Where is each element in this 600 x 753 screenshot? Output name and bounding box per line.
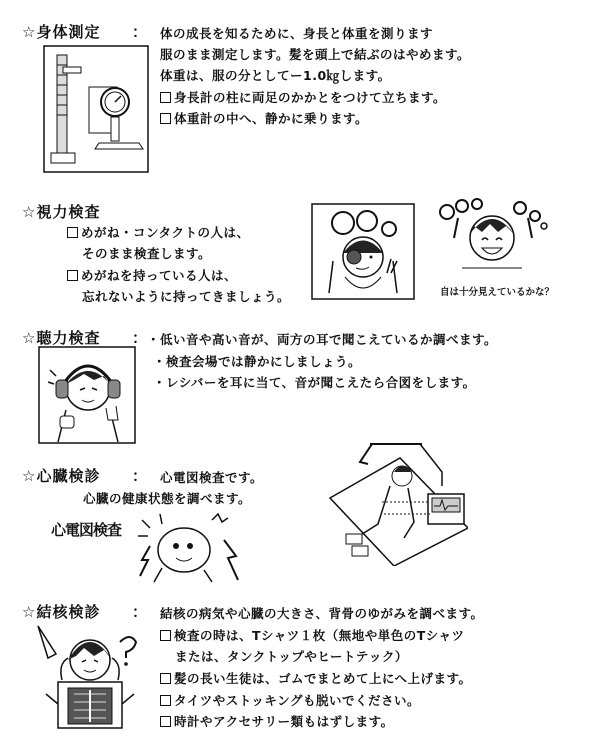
section-title-hearing: ☆聴力検査	[22, 329, 101, 347]
height-weight-line-3: 体重は、服の分としてー1.0㎏します。	[160, 68, 391, 83]
hearing-line-3: ・レシバーを耳に当て、音が聞こえたら合図をします。	[153, 375, 476, 390]
heart-line-1: 心電図検査です。	[160, 470, 264, 485]
tb-item-4-text: 時計やアクセサリー類もはずします。	[174, 714, 394, 729]
height-scale-icon	[43, 45, 149, 173]
hearing-line-2: ・検査会場では静かにしましょう。	[153, 354, 362, 369]
vision-item-2	[67, 266, 237, 284]
checkbox-icon	[160, 673, 171, 684]
checkbox-icon	[67, 227, 78, 238]
height-weight-scale-illustration	[43, 45, 149, 173]
tb-item-3-text: タイツやストッキングも脱いでください。	[174, 693, 421, 708]
checkbox-icon	[160, 716, 171, 727]
height-weight-item-2	[160, 109, 368, 127]
title-colon: ：	[132, 329, 148, 347]
vision-item-1	[67, 223, 250, 241]
xray-icon	[34, 624, 144, 734]
ecg-label: 心電図検査	[51, 521, 122, 539]
vision-girl-illustration	[311, 203, 415, 300]
heart-line-2: 心臓の健康状態を調べます。	[83, 491, 252, 506]
height-weight-line-2: 服のまま測定します。髪を頭上で結ぶのはやめます。	[160, 47, 471, 62]
vision-caption: 自は十分見えているかな？	[440, 287, 555, 298]
eye-test-icon	[311, 203, 415, 300]
height-weight-item-2-text: 体重計の中へ、静かに乗ります。	[174, 111, 369, 126]
height-weight-item-1-text: 身長計の柱に両足のかかとをつけて立ちます。	[174, 90, 447, 105]
checkbox-icon	[160, 92, 171, 103]
tb-item-1	[160, 626, 465, 644]
section-title-height-weight: ☆身体測定	[22, 23, 101, 41]
title-colon: ：	[132, 603, 148, 621]
vision-line-2: そのまま検査します。	[82, 246, 212, 261]
tb-item-1-text: 検査の時は、Tシャツ１枚（無地や単色のTシャツ	[174, 628, 465, 643]
tb-line-3: または、タンクトップやヒートテック）	[175, 649, 408, 664]
height-weight-item-1	[160, 88, 446, 106]
vision-line-4: 忘れないように持ってきましょう。	[82, 289, 291, 304]
vision-item-2-text: めがねを持っている人は、	[81, 268, 238, 283]
heart-icon	[132, 510, 242, 586]
ecg-machine-icon	[312, 442, 468, 566]
hearing-illustration	[38, 346, 136, 444]
hearing-line-1: ・低い音や高い音が、両方の耳で聞こえているか調べます。	[147, 332, 498, 347]
section-title-vision: ☆視力検査	[22, 203, 101, 221]
checkbox-icon	[160, 630, 171, 641]
tb-item-2-text: 髪の長い生徒は、ゴムでまとめて上にへ上げます。	[174, 671, 472, 686]
section-title-heart: ☆心臓検診	[22, 467, 101, 485]
checkbox-icon	[160, 695, 171, 706]
tb-item-4	[160, 712, 394, 730]
checkbox-icon	[160, 113, 171, 124]
tb-item-3	[160, 691, 420, 709]
xray-girl-illustration	[34, 624, 144, 734]
section-title-tb: ☆結核検診	[22, 603, 101, 621]
checkbox-icon	[67, 270, 78, 281]
title-colon: ：	[132, 467, 148, 485]
tb-item-2	[160, 669, 472, 687]
child-face-icon	[432, 198, 552, 282]
vision-item-1-text: めがね・コンタクトの人は、	[81, 225, 250, 240]
vision-boy-illustration	[432, 198, 552, 282]
heart-character-illustration	[132, 510, 242, 586]
headphones-icon	[38, 346, 136, 444]
tb-line-1: 結核の病気や心臓の大きさ、背骨のゆがみを調べます。	[160, 606, 484, 621]
height-weight-line-1: 体の成長を知るために、身長と体重を測ります	[160, 26, 434, 41]
title-colon: ：	[132, 23, 148, 41]
ecg-bed-illustration	[312, 442, 468, 566]
